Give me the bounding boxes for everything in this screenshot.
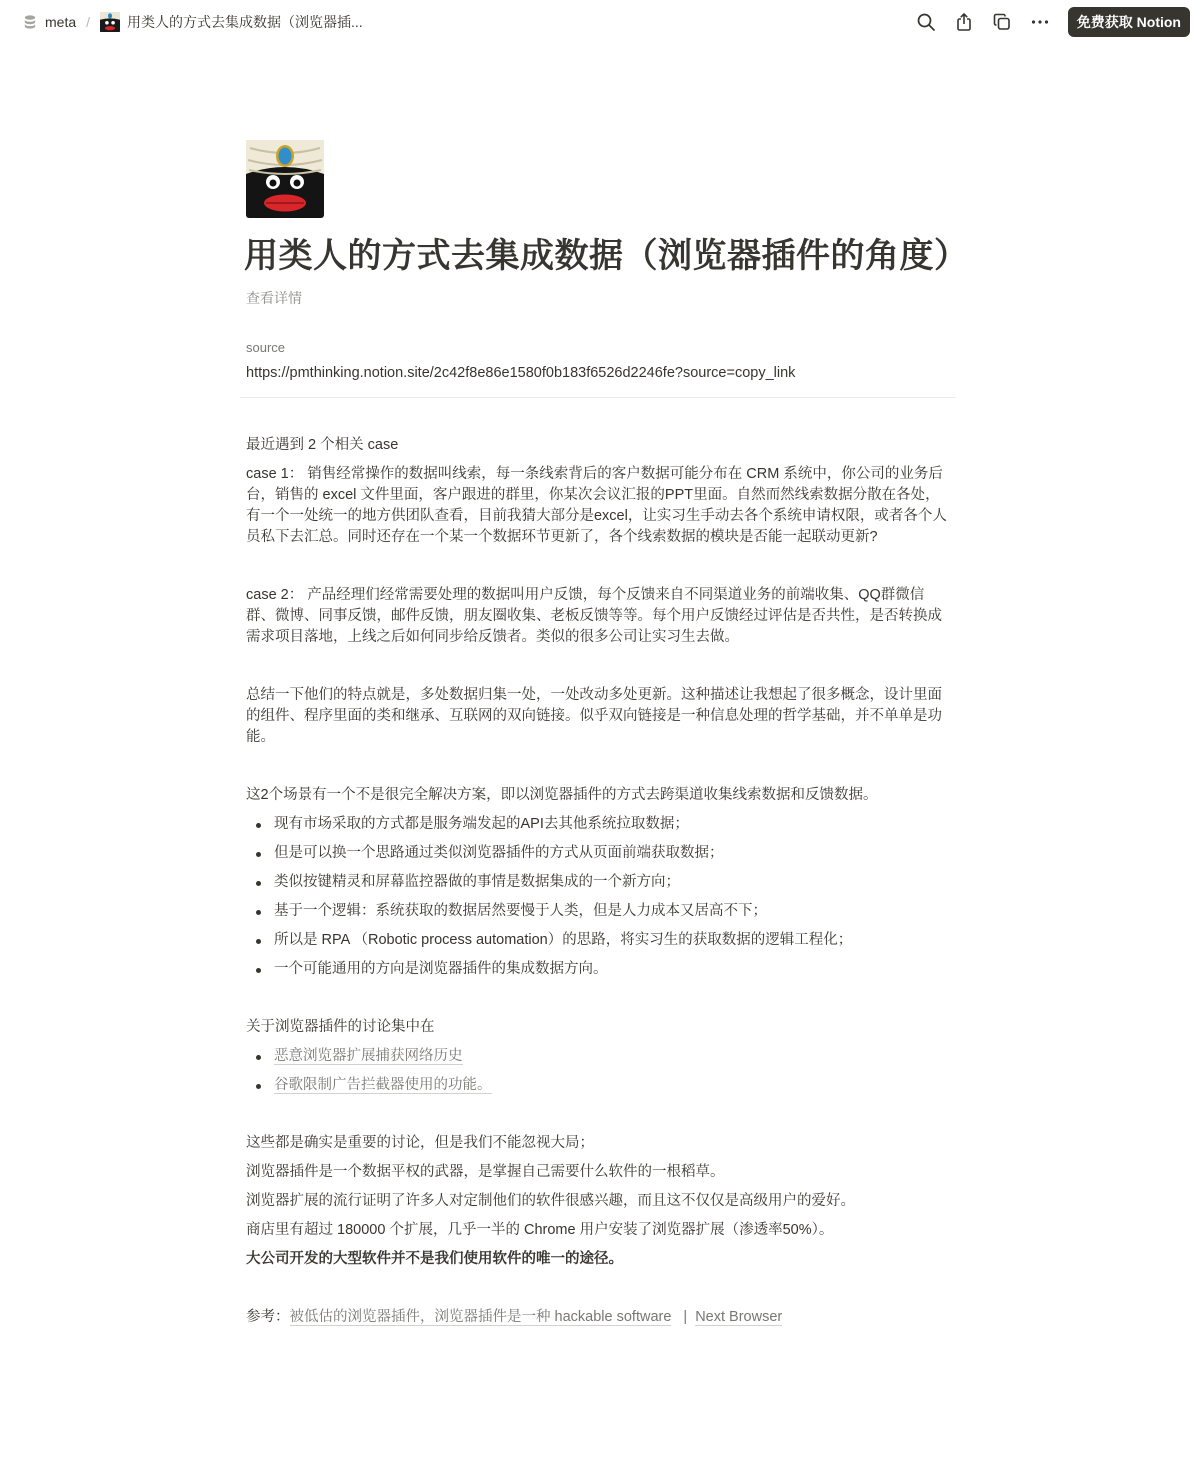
paragraph-case-2: case 2： 产品经理们经常需要处理的数据叫用户反馈，每个反馈来自不同渠道业务的前端收集、QQ群微信群、微博、同事反馈，邮件反馈，朋友圈收集、老板反馈等等。每个用户反馈经过评估是否共性，是否转换成需求项目落地，上线之后如何同步给反馈者。类似的很多公司让实习生去做。 xyxy=(246,587,942,645)
paragraph-closing-4: 商店里有超过 180000 个扩展，几乎一半的 Chrome 用户安装了浏览器扩展（渗透率50%）。 xyxy=(246,1222,834,1238)
paragraph-closing-1: 这些都是确实是重要的讨论，但是我们不能忽视大局； xyxy=(246,1135,594,1151)
search-button[interactable] xyxy=(907,7,945,37)
top-bar xyxy=(0,0,1200,44)
page-icon[interactable] xyxy=(246,140,324,218)
page-body xyxy=(246,431,948,1332)
breadcrumb-page-title: 用类人的方式去集成数据（浏览器插... xyxy=(127,14,363,30)
list-item: 一个可能通用的方向是浏览器插件的集成数据方向。 xyxy=(246,955,948,984)
search-icon xyxy=(916,12,936,32)
link-google-adblock-limits[interactable]: 谷歌限制广告拦截器使用的功能。 xyxy=(274,1077,492,1093)
paragraph-intro: 最近遇到 2 个相关 case xyxy=(246,437,399,453)
reference-link-2[interactable]: Next Browser xyxy=(695,1309,783,1325)
more-icon xyxy=(1030,12,1050,32)
share-button[interactable] xyxy=(945,7,983,37)
property-name-source: source xyxy=(246,340,286,355)
list-item: 类似按键精灵和屏幕监控器做的事情是数据集成的一个新方向； xyxy=(246,868,948,897)
topbar-actions xyxy=(907,7,1190,37)
paragraph-scenario: 这2个场景有一个不是很完全解决方案，即以浏览器插件的方式去跨渠道收集线索数据和反馈数据。 xyxy=(246,787,878,803)
get-notion-button[interactable]: 免费获取 Notion xyxy=(1068,7,1190,37)
paragraph-closing-bold: 大公司开发的大型软件并不是我们使用软件的唯一的途径。 xyxy=(246,1251,623,1267)
breadcrumb-workspace[interactable] xyxy=(18,14,80,30)
duplicate-button[interactable] xyxy=(983,7,1021,37)
page-title: 用类人的方式去集成数据（浏览器插件的角度） xyxy=(244,237,969,275)
link-malicious-extensions[interactable]: 恶意浏览器扩展捕获网络历史 xyxy=(274,1048,463,1064)
page-avatar-icon xyxy=(100,12,120,32)
paragraph-closing-3: 浏览器扩展的流行证明了许多人对定制他们的软件很感兴趣，而且这不仅仅是高级用户的爱好。 xyxy=(246,1193,855,1209)
reference-separator: | xyxy=(683,1309,688,1325)
references-label: 参考： xyxy=(246,1309,290,1325)
list-item xyxy=(246,1042,948,1071)
view-details-link[interactable]: 查看详情 xyxy=(246,290,302,306)
breadcrumb-page[interactable] xyxy=(96,12,367,32)
paragraph-discussion-heading: 关于浏览器插件的讨论集中在 xyxy=(246,1019,435,1035)
property-value-source[interactable]: https://pmthinking.notion.site/2c42f8e86e1580f0b183f6526d2246fe?source=copy_link xyxy=(246,365,796,381)
breadcrumb-workspace-label: meta xyxy=(45,14,77,30)
paragraph-summary: 总结一下他们的特点就是，多处数据归集一处，一处改动多处更新。这种描述让我想起了很多概念，设计里面的组件、程序里面的类和继承、互联网的双向链接。似乎双向链接是一种信息处理的哲学基础，并不单单是功能。 xyxy=(246,687,942,745)
list-item xyxy=(246,1071,948,1100)
breadcrumb xyxy=(18,10,367,34)
duplicate-icon xyxy=(992,12,1012,32)
database-icon xyxy=(22,14,38,30)
paragraph-closing-2: 浏览器插件是一个数据平权的武器，是掌握自己需要什么软件的一根稻草。 xyxy=(246,1164,725,1180)
paragraph-case-1: case 1： 销售经常操作的数据叫线索，每一条线索背后的客户数据可能分布在 CRM 系统中，你公司的业务后台，销售的 excel 文件里面，客户跟进的群里，你某次会议汇报的PPT里面。自然而然线索数据分散在各处，有一个一处统一的地方供团队查看，目前我猜大部分是excel，让实习生手动去各个系统申请权限，或者各个人员私下去汇总。同时还存在一个某一个数据环节更新了，各个线索数据的模块是否能一起联动更新? xyxy=(246,466,947,545)
page-header xyxy=(244,140,969,381)
breadcrumb-separator: / xyxy=(86,14,91,30)
list-item: 但是可以换一个思路通过类似浏览器插件的方式从页面前端获取数据； xyxy=(246,839,948,868)
references xyxy=(246,1303,948,1332)
list-item: 基于一个逻辑：系统获取的数据居然要慢于人类，但是人力成本又居高不下； xyxy=(246,897,948,926)
list-item: 现有市场采取的方式都是服务端发起的API去其他系统拉取数据； xyxy=(246,810,948,839)
more-button[interactable] xyxy=(1021,7,1059,37)
reference-link-1[interactable]: 被低估的浏览器插件，浏览器插件是一种 hackable software xyxy=(289,1309,672,1325)
bullet-list xyxy=(246,810,948,984)
share-icon xyxy=(954,12,974,32)
divider xyxy=(240,397,956,398)
list-item: 所以是 RPA （Robotic process automation）的思路，将实习生的获取数据的逻辑工程化； xyxy=(246,926,948,955)
link-list xyxy=(246,1042,948,1100)
